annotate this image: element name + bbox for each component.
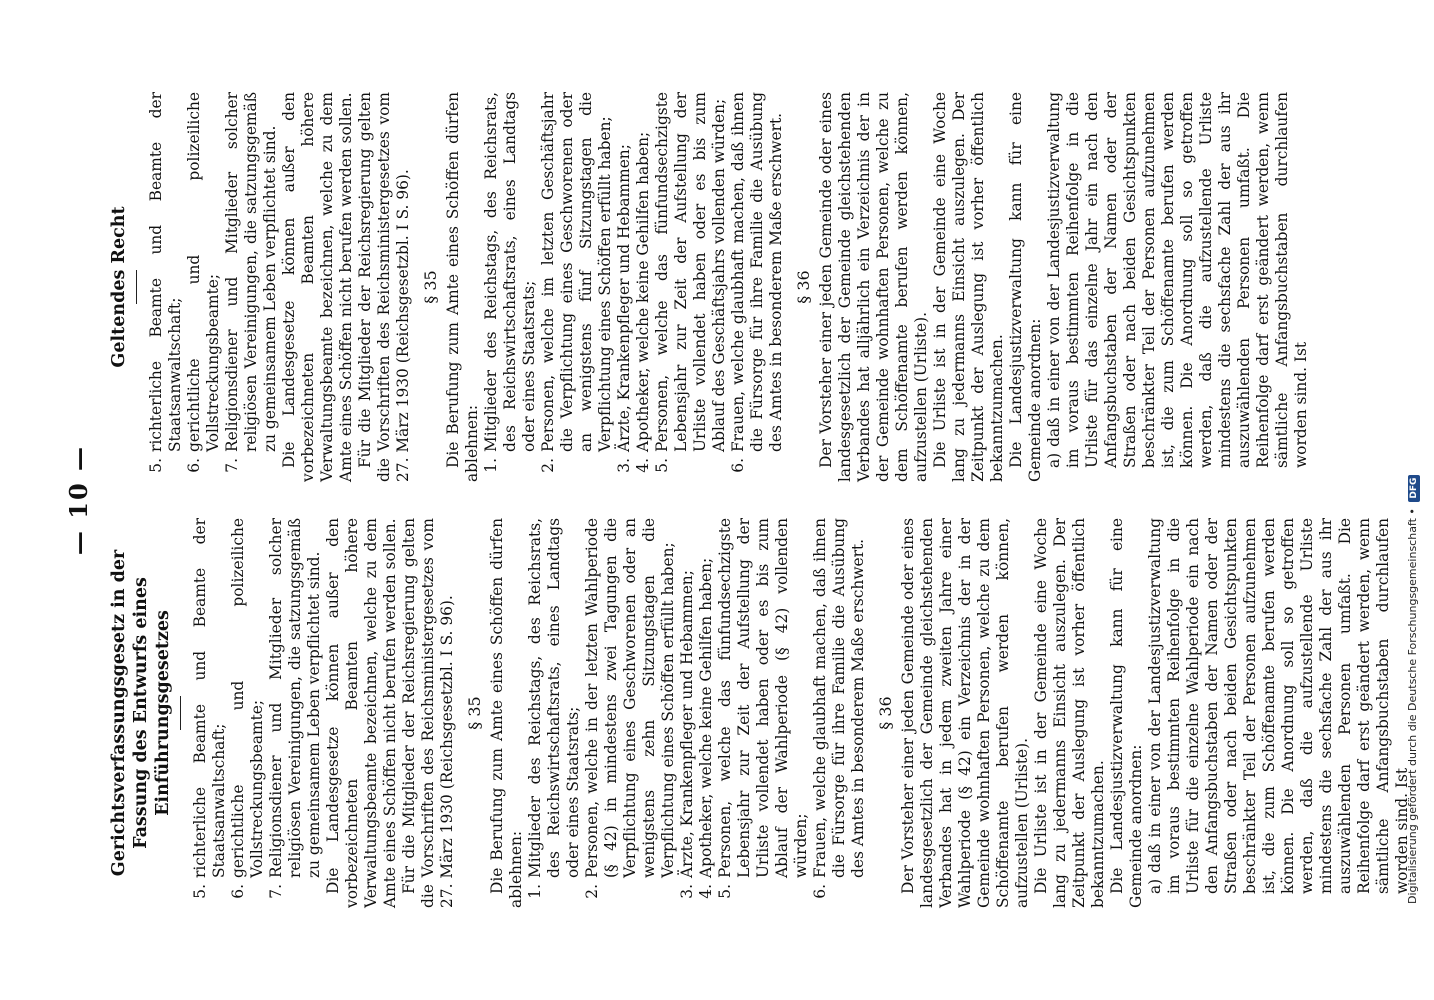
paragraph: Die Berufung zum Amte eines Schöffen dürfen ablehnen: [488,518,525,908]
dfg-logo: DFG [1408,475,1420,502]
paragraph: Die Landesgesetze können außer den vorbezeichneten Beamten höhere Verwaltungsbeamte bezeichnen, welche zu dem Amte eines Schöffen nicht berufen werden sollen. [280,92,355,482]
list-item: 6. gerichtliche und polizeiliche Vollstreckungsbeamte; [185,92,222,473]
paragraph: Die Landesgesetze können außer den vorbezeichneten Beamten höhere Verwaltungsbeamte bezeichnen, welche zu dem Amte eines Schöffen nicht berufen werden sollen. [324,518,399,908]
paragraph: Die Berufung zum Amte eines Schöffen dürfen ablehnen: [444,92,481,482]
column-current-law [102,92,1402,482]
column-heading: Gerichtsverfassungsgesetz in der Fassung des Entwurfs eines Einführungsgesetzes [109,549,173,877]
section-heading: § 36 [876,696,895,730]
list-item: 5. Personen, welche das fünfundsechzigste Lebensjahr zur Zeit der Aufstellung der Urliste vollendet haben oder es bis zum Ablauf des Geschäftsjahrs vollenden würden; [653,92,728,473]
list-item: 6. Frauen, welche glaubhaft machen, daß ihnen die Fürsorge für ihre Familie die Ausübung des Amtes in besonderem Maße erschwert. [729,92,785,473]
paragraph: Die Landesjustizverwaltung kann für eine Gemeinde anordnen: [1007,92,1044,482]
paragraph: Der Vorsteher einer jeden Gemeinde oder eines landesgesetzlich der Gemeinde gleichstehenden Verbandes hat in jedem zweiten Jahre einer Wahlperiode (§ 42) ein Verzeichnis der in der Gemeinde wohnhaften Personen, welche zu dem Schöffenamte berufen werden können, aufzustellen (Urliste). [899,518,1031,908]
paragraph: Der Vorsteher einer jeden Gemeinde oder eines landesgesetzlich der Gemeinde gleichstehenden Verbandes hat alljährlich ein Verzeichnis der in der Gemeinde wohnhaften Personen, welche zu dem Schöffenamte berufen werden können, aufzustellen (Urliste). [817,92,930,482]
paragraph: Die Urliste ist in der Gemeinde eine Woche lang zu jedermanns Einsicht auszulegen. Der Zeitpunkt der Auslegung ist vorher öffentlich bekanntzumachen. [1032,518,1107,908]
list-item: 3. Ärzte, Krankenpfleger und Hebammen; [615,144,633,473]
list-item: 7. Religionsdiener und Mitglieder solcher religiösen Vereinigungen, die satzungsgemäß zu gemeinsamem Leben verpflichtet sind. [267,518,323,899]
list-item: 4. Apotheker, welche keine Gehilfen haben; [697,557,715,899]
list-item: 5. Personen, welche das fünfundsechzigste Lebensjahr zur Zeit der Aufstellung der Urliste vollendet haben oder es bis zum Ablauf der Wahlperiode (§ 42) vollenden würden; [716,518,810,899]
list-item: 2. Personen, welche im letzten Geschäftsjahr die Verpflichtung eines Geschworenen oder an wenigstens fünf Sitzungstagen die Verpflichtung eines Schöffen erfüllt haben; [539,92,614,473]
section-heading: § 35 [465,696,484,730]
page-number: — 10 — [64,444,93,556]
list-item: 5. richterliche Beamte und Beamte der Staatsanwaltschaft; [147,92,184,473]
list-item: 1. Mitglieder des Reichstags, des Reichsrats, des Reichswirtschaftsrats, eines Landtags oder eines Staatsrats; [526,518,582,899]
paragraph: a) daß in einer von der Landesjustizverwaltung im voraus bestimmten Reihenfolge in die Urliste für die einzelne Wahlperiode ein nach den Anfangsbuchstaben der Namen oder der Straßen oder nach beiden Gesichtspunkten beschränkter Teil der Personen aufzunehmen ist, die zum Schöffenamte berufen werden können. Die Anordnung soll so getroffen werden, daß die aufzustellende Urliste mindestens die sechsfache Zahl der aus ihr auszuwählenden Personen umfaßt. Die Reihenfolge darf erst geändert werden, wenn sämtliche Anfangsbuchstaben durchlaufen worden sind. Ist [1146,518,1411,894]
section-heading: § 36 [794,270,813,304]
column-draft-law [102,518,1411,908]
heading-rule [180,696,181,730]
list-item: 6. gerichtliche und polizeiliche Vollstreckungsbeamte; [229,518,266,899]
list-item: 2. Personen, welche in der letzten Wahlperiode (§ 42) in mindestens zwei Tagungen die Verpflichtung eines Geschworenen oder an wenigstens zehn Sitzungstagen die Verpflichtung eines Schöffen erfüllt haben; [583,518,677,899]
paragraph: Die Urliste ist in der Gemeinde eine Woche lang zu jedermanns Einsicht auszulegen. Der Zeitpunkt der Auslegung ist vorher öffentlich bekanntzumachen. [931,92,1006,482]
list-item: 7. Religionsdiener und Mitglieder solcher religiösen Vereinigungen, die satzungsgemäß zu gemeinsamem Leben verpflichtet sind. [223,92,279,473]
credit-text: Digitalisierung gefördert durch die Deutsche Forschungsgemeinschaft • [1406,508,1419,904]
section-heading: § 35 [421,270,440,304]
heading-rule [136,270,137,304]
list-item: 1. Mitglieder des Reichstags, des Reichsrats, des Reichswirtschaftsrats, eines Landtags oder eines Staatsrats; [482,92,538,473]
list-item: 6. Frauen, welche glaubhaft machen, daß ihnen die Fürsorge für ihre Familie die Ausübung des Amtes in besonderem Maße erschwert. [811,518,867,899]
paragraph: a) daß in einer von der Landesjustizverwaltung im voraus bestimmten Reihenfolge in die Urliste für das einzelne Jahr ein nach den Anfangsbuchstaben der Namen oder der Straßen oder nach beiden Gesichtspunkten beschränkter Teil der Personen aufzunehmen ist, die zum Schöffenamte berufen werden können. Die Anordnung soll so getroffen werden, daß die aufzustellende Urliste mindestens die sechsfache Zahl der aus ihr auszuwählenden Personen umfaßt. Die Reihenfolge darf erst geändert werden, wenn sämtliche Anfangsbuchstaben durchlaufen worden sind. Ist [1045,92,1310,468]
list-item: 3. Ärzte, Krankenpfleger und Hebammen; [678,570,696,899]
paragraph: Für die Mitglieder der Reichsregierung gelten die Vorschriften des Reichsministergesetzes vom 27. März 1930 (Reichsgesetzbl. I S. 96). [356,92,412,482]
dfg-credit [1406,475,1420,904]
column-heading: Geltendes Recht [109,206,129,368]
paragraph: Für die Mitglieder der Reichsregierung gelten die Vorschriften des Reichsministergesetzes vom 27. März 1930 (Reichsgesetzbl. I S. 96). [400,518,456,908]
list-item: 5. richterliche Beamte und Beamte der Staatsanwaltschaft; [191,518,228,899]
paragraph: Die Landesjustizverwaltung kann für eine Gemeinde anordnen: [1108,518,1145,908]
list-item: 4. Apotheker, welche keine Gehilfen haben; [634,131,652,473]
